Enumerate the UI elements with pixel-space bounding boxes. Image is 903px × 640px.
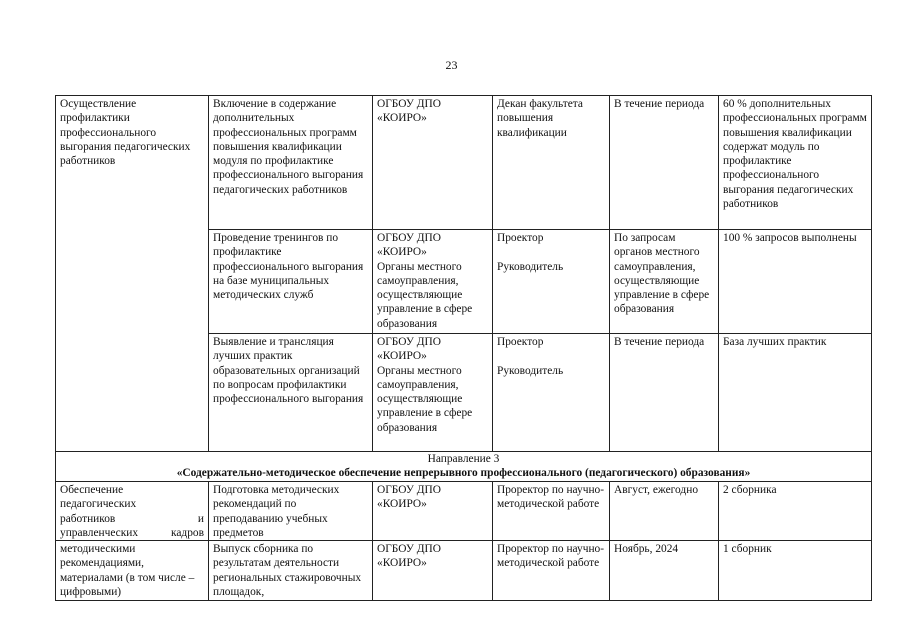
section-title: «Содержательно-методическое обеспечение непрерывного профессионального (педагогического) образования» — [176, 467, 751, 480]
activity-line-justified: управленческих кадров — [60, 526, 204, 539]
responsible-secondary: Руководитель — [497, 364, 564, 377]
action-cell: Проведение тренингов по профилактике профессионального выгорания на базе муниципальных методических служб — [209, 230, 373, 334]
responsible-secondary: Руководитель — [497, 260, 564, 273]
activity-line: Обеспечение — [60, 484, 124, 496]
responsible-cell — [493, 230, 610, 334]
activity-line: педагогических — [60, 498, 137, 511]
section-header — [56, 452, 872, 482]
deadline-cell: В течение периода — [610, 334, 719, 452]
action-cell: Выпуск сборника по результатам деятельности региональных стажировочных площадок, — [209, 541, 373, 601]
result-cell: 60 % дополнительных профессиональных программ повышения квалификации содержат модуль по профилактике профессионального выгорания педагогических работников — [719, 96, 872, 230]
activity-cell: Осуществление профилактики профессионального выгорания педагогических работников — [56, 96, 209, 452]
responsible-cell: Проректор по научно-методической работе — [493, 541, 610, 601]
activity-line-justified: работников и — [60, 512, 204, 525]
executor-secondary: Органы местного самоуправления, осуществляющие управление в сфере образования — [377, 260, 473, 330]
executor-cell: ОГБОУ ДПО «КОИРО» — [373, 482, 493, 541]
section-label: Направление 3 — [427, 453, 500, 465]
activity-cell: методическими рекомендациями, материалами (в том числе – цифровыми) — [56, 541, 209, 601]
deadline-cell: Август, ежегодно — [610, 482, 719, 541]
responsible-primary: Проектор — [497, 232, 544, 244]
action-cell: Выявление и трансляция лучших практик образовательных организаций по вопросам профилактики профессионального выгорания — [209, 334, 373, 452]
result-cell: База лучших практик — [719, 334, 872, 452]
result-cell: 100 % запросов выполнены — [719, 230, 872, 334]
deadline-cell: В течение периода — [610, 96, 719, 230]
responsible-primary: Проектор — [497, 336, 544, 348]
executor-cell: ОГБОУ ДПО «КОИРО» — [373, 541, 493, 601]
executor-primary: ОГБОУ ДПО «КОИРО» — [377, 336, 441, 363]
action-cell: Подготовка методических рекомендаций по преподаванию учебных предметов — [209, 482, 373, 541]
page-number: 23 — [445, 58, 458, 72]
responsible-cell: Декан факультета повышения квалификации — [493, 96, 610, 230]
table-row — [56, 482, 872, 541]
table-row — [56, 96, 872, 230]
action-cell: Включение в содержание дополнительных профессиональных программ повышения квалификации модуля по профилактике профессионального выгорания педагогических работников — [209, 96, 373, 230]
table-row — [56, 541, 872, 601]
activity-cell — [56, 482, 209, 541]
responsible-cell: Проректор по научно-методической работе — [493, 482, 610, 541]
executor-cell — [373, 230, 493, 334]
section-header-row — [56, 452, 872, 482]
executor-secondary: Органы местного самоуправления, осуществляющие управление в сфере образования — [377, 364, 473, 434]
result-cell: 1 сборник — [719, 541, 872, 601]
responsible-cell — [493, 334, 610, 452]
executor-cell: ОГБОУ ДПО «КОИРО» — [373, 96, 493, 230]
result-cell: 2 сборника — [719, 482, 872, 541]
action-plan-table — [55, 95, 872, 601]
deadline-cell: Ноябрь, 2024 — [610, 541, 719, 601]
executor-cell — [373, 334, 493, 452]
executor-primary: ОГБОУ ДПО «КОИРО» — [377, 232, 441, 259]
deadline-cell: По запросам органов местного самоуправления, осуществляющие управление в сфере образования — [610, 230, 719, 334]
